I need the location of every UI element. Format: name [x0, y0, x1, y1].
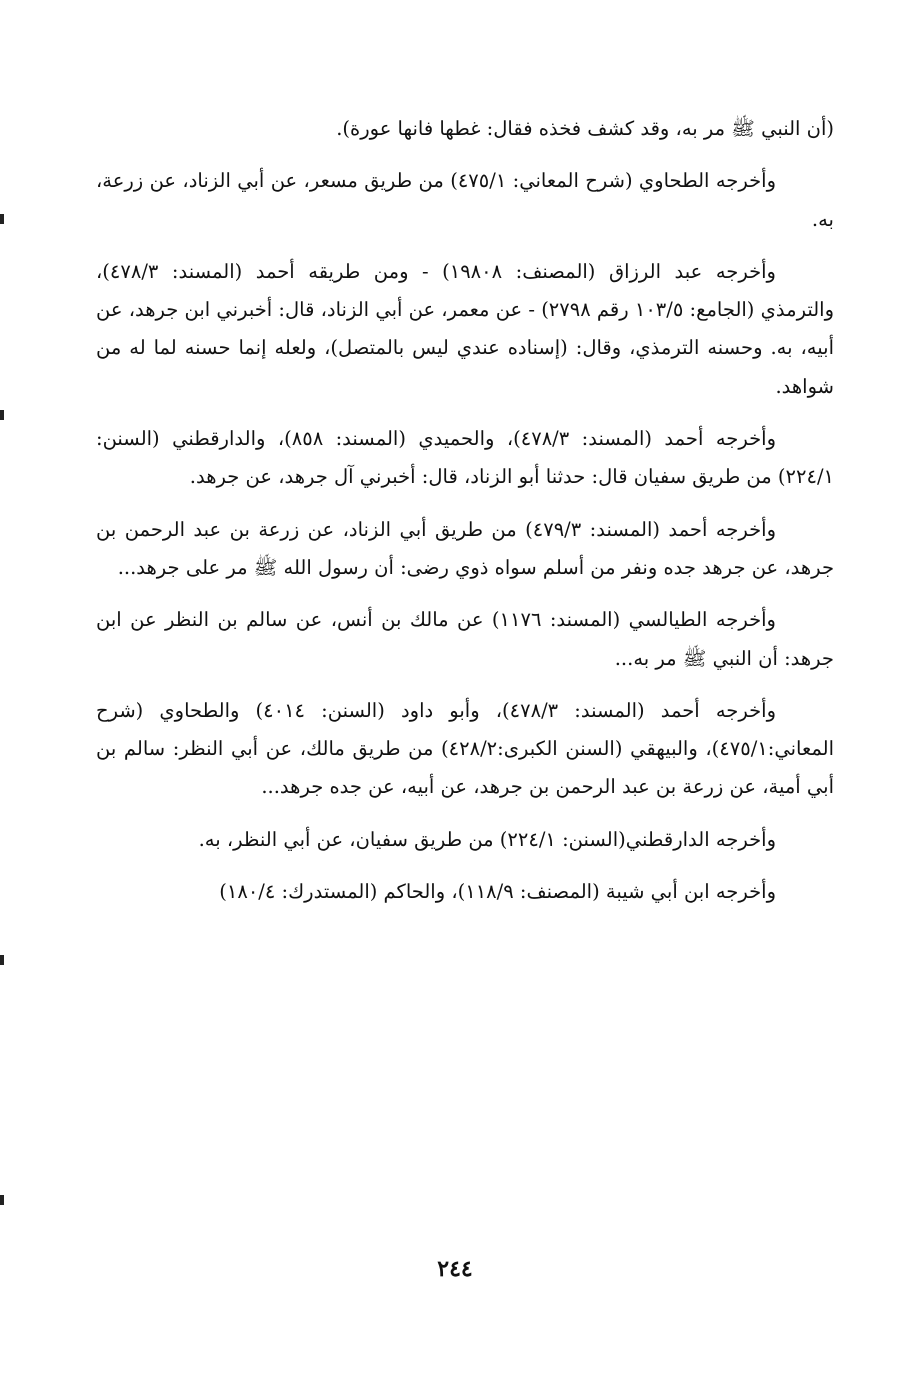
- paragraph-8: وأخرجه الدارقطني(السنن: ٢٢٤/١) من طريق سفيان، عن أبي النظر، به.: [198, 827, 776, 851]
- body-text: [96, 110, 834, 925]
- page-number: ٢٤٤: [437, 1256, 473, 1282]
- paragraph-5: وأخرجه أحمد (المسند: ٤٧٩/٣) من طريق أبي الزناد، عن زرعة بن عبد الرحمن بن جرهد، عن جرهد جده ونفر من أسلم سواه ذوي رضى: أن رسول الله ﷺ مر على جرهد...: [96, 517, 834, 579]
- paragraph-1: (أن النبي ﷺ مر به، وقد كشف فخذه فقال: غطها فانها عورة).: [336, 117, 834, 140]
- scan-margin-mark: [0, 410, 4, 420]
- scan-margin-mark: [0, 955, 4, 965]
- paragraph-2: وأخرجه الطحاوي (شرح المعاني: ٤٧٥/١) من طريق مسعر، عن أبي الزناد، عن زرعة، به.: [96, 169, 834, 231]
- paragraph-4: وأخرجه أحمد (المسند: ٤٧٨/٣)، والحميدي (المسند: ٨٥٨)، والدارقطني (السنن: ٢٢٤/١) من طريق سفيان قال: حدثنا أبو الزناد، قال: أخبرني آل جرهد، عن جرهد.: [96, 427, 834, 489]
- scan-margin-mark: [0, 1195, 4, 1205]
- paragraph-9: وأخرجه ابن أبي شيبة (المصنف: ١١٨/٩)، والحاكم (المستدرك: ١٨٠/٤): [219, 880, 776, 904]
- scan-margin-mark: [0, 214, 4, 224]
- paragraph-3: وأخرجه عبد الرزاق (المصنف: ١٩٨٠٨) - ومن طريقه أحمد (المسند: ٤٧٨/٣)، والترمذي (الجامع: ١٠٣/٥ رقم ٢٧٩٨) - عن معمر، عن أبي الزناد، قال: أخبرني ابن جرهد، عن أبيه، به. وحسنه الترمذي، وقال: (إسناده عندي ليس بالمتصل)، ولعله إنما حسنه لما له من شواهد.: [96, 259, 834, 398]
- paragraph-7: وأخرجه أحمد (المسند: ٤٧٨/٣)، وأبو داود (السنن: ٤٠١٤) والطحاوي (شرح المعاني:٤٧٥/١)، والبيهقي (السنن الكبرى:٤٢٨/٢) من طريق مالك، عن أبي النظر: سالم بن أبي أمية، عن زرعة بن عبد الرحمن بن جرهد، عن أبيه، عن جده جرهد...: [96, 698, 834, 799]
- paragraph-6: وأخرجه الطيالسي (المسند: ١١٧٦) عن مالك بن أنس، عن سالم بن النظر عن ابن جرهد: أن النبي ﷺ مر به...: [96, 608, 834, 670]
